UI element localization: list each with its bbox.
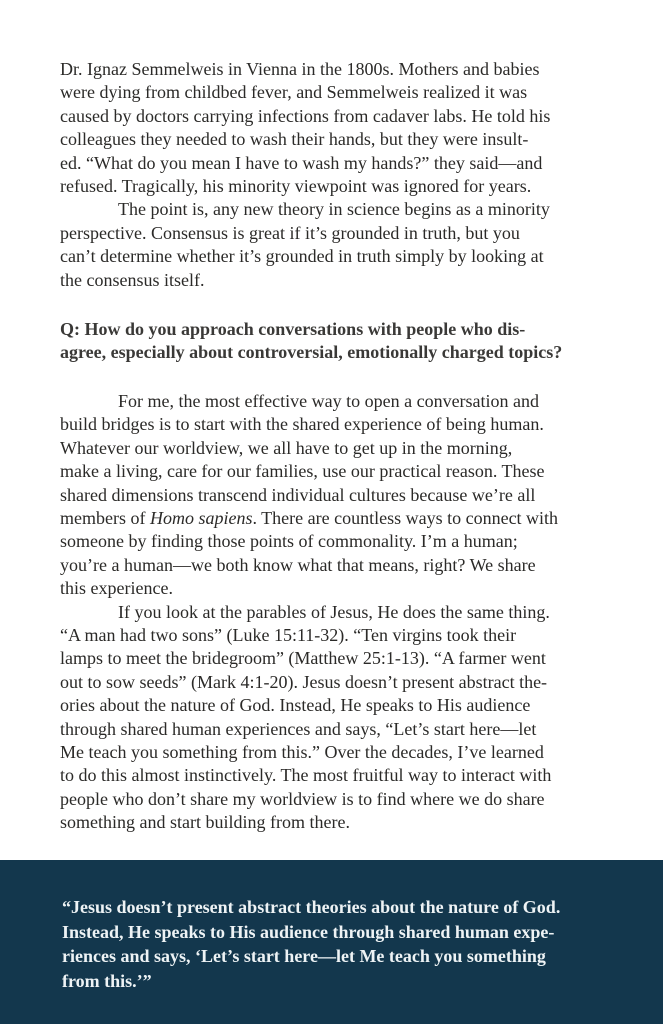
text-line: make a living, care for our families, use our practical reason. These (60, 461, 545, 482)
text-line: something and start building from there. (60, 812, 350, 833)
text-line: The point is, any new theory in science begins as a minority (118, 199, 550, 220)
text-line: colleagues they needed to wash their hands, but they were insult- (60, 129, 529, 150)
text-line: Dr. Ignaz Semmelweis in Vienna in the 1800s. Mothers and babies (60, 59, 540, 79)
text-line: Instead, He speaks to His audience through shared human expe- (62, 921, 555, 942)
text-line: perspective. Consensus is great if it’s grounded in truth, but you (60, 222, 520, 243)
text-line: the consensus itself. (60, 269, 205, 290)
text-line: this experience. (60, 578, 173, 599)
paragraph-for-me (60, 390, 608, 601)
text-line: people who don’t share my worldview is to find where we do share (60, 788, 545, 809)
text-line: from this.’” (62, 970, 152, 991)
text-line: “Jesus doesn’t present abstract theories about the nature of God. (62, 897, 561, 917)
pull-quote-box (0, 860, 663, 1024)
text-line: riences and says, ‘Let’s start here—let Me teach you something (62, 946, 546, 967)
paragraph-the-point-is (60, 198, 608, 292)
paragraph-semmelweis (60, 58, 608, 198)
text-line: out to sow seeds” (Mark 4:1-20). Jesus doesn’t present abstract the- (60, 671, 548, 692)
text-line: build bridges is to start with the shared experience of being human. (60, 414, 544, 435)
text-line: “A man had two sons” (Luke 15:11-32). “Ten virgins took their (60, 624, 517, 645)
pull-quote-text (62, 895, 622, 993)
text-line: refused. Tragically, his minority viewpoint was ignored for years. (60, 176, 532, 197)
text-line: ed. “What do you mean I have to wash my hands?” they said—and (60, 152, 543, 173)
text-line: agree, especially about controversial, emotionally charged topics? (60, 342, 563, 363)
text-line: If you look at the parables of Jesus, He does the same thing. (118, 601, 550, 622)
paragraph-parables (60, 601, 608, 835)
text-line: For me, the most effective way to open a conversation and (118, 390, 540, 411)
text-line: were dying from childbed fever, and Semmelweis realized it was (60, 82, 528, 103)
text-line: through shared human experiences and says, “Let’s start here—let (60, 718, 537, 739)
text-line: Q: How do you approach conversations with people who dis- (60, 319, 526, 340)
text-line: someone by finding those points of commonality. I’m a human; (60, 531, 518, 552)
text-line: ories about the nature of God. Instead, He speaks to His audience (60, 695, 531, 716)
text-line: shared dimensions transcend individual cultures because we’re all (60, 484, 536, 505)
text-line: Me teach you something from this.” Over the decades, I’ve learned (60, 741, 544, 762)
article-body (60, 58, 608, 835)
text-line: lamps to meet the bridegroom” (Matthew 25:1-13). “A farmer went (60, 648, 546, 669)
text-line: members of Homo sapiens. There are countless ways to connect with (60, 507, 559, 528)
question-heading (60, 318, 608, 365)
text-line: can’t determine whether it’s grounded in truth simply by looking at (60, 246, 544, 267)
text-line: Whatever our worldview, we all have to get up in the morning, (60, 437, 513, 458)
text-line: to do this almost instinctively. The most fruitful way to interact with (60, 765, 552, 786)
text-line: caused by doctors carrying infections from cadaver labs. He told his (60, 105, 551, 126)
text-line: you’re a human—we both know what that means, right? We share (60, 554, 536, 575)
